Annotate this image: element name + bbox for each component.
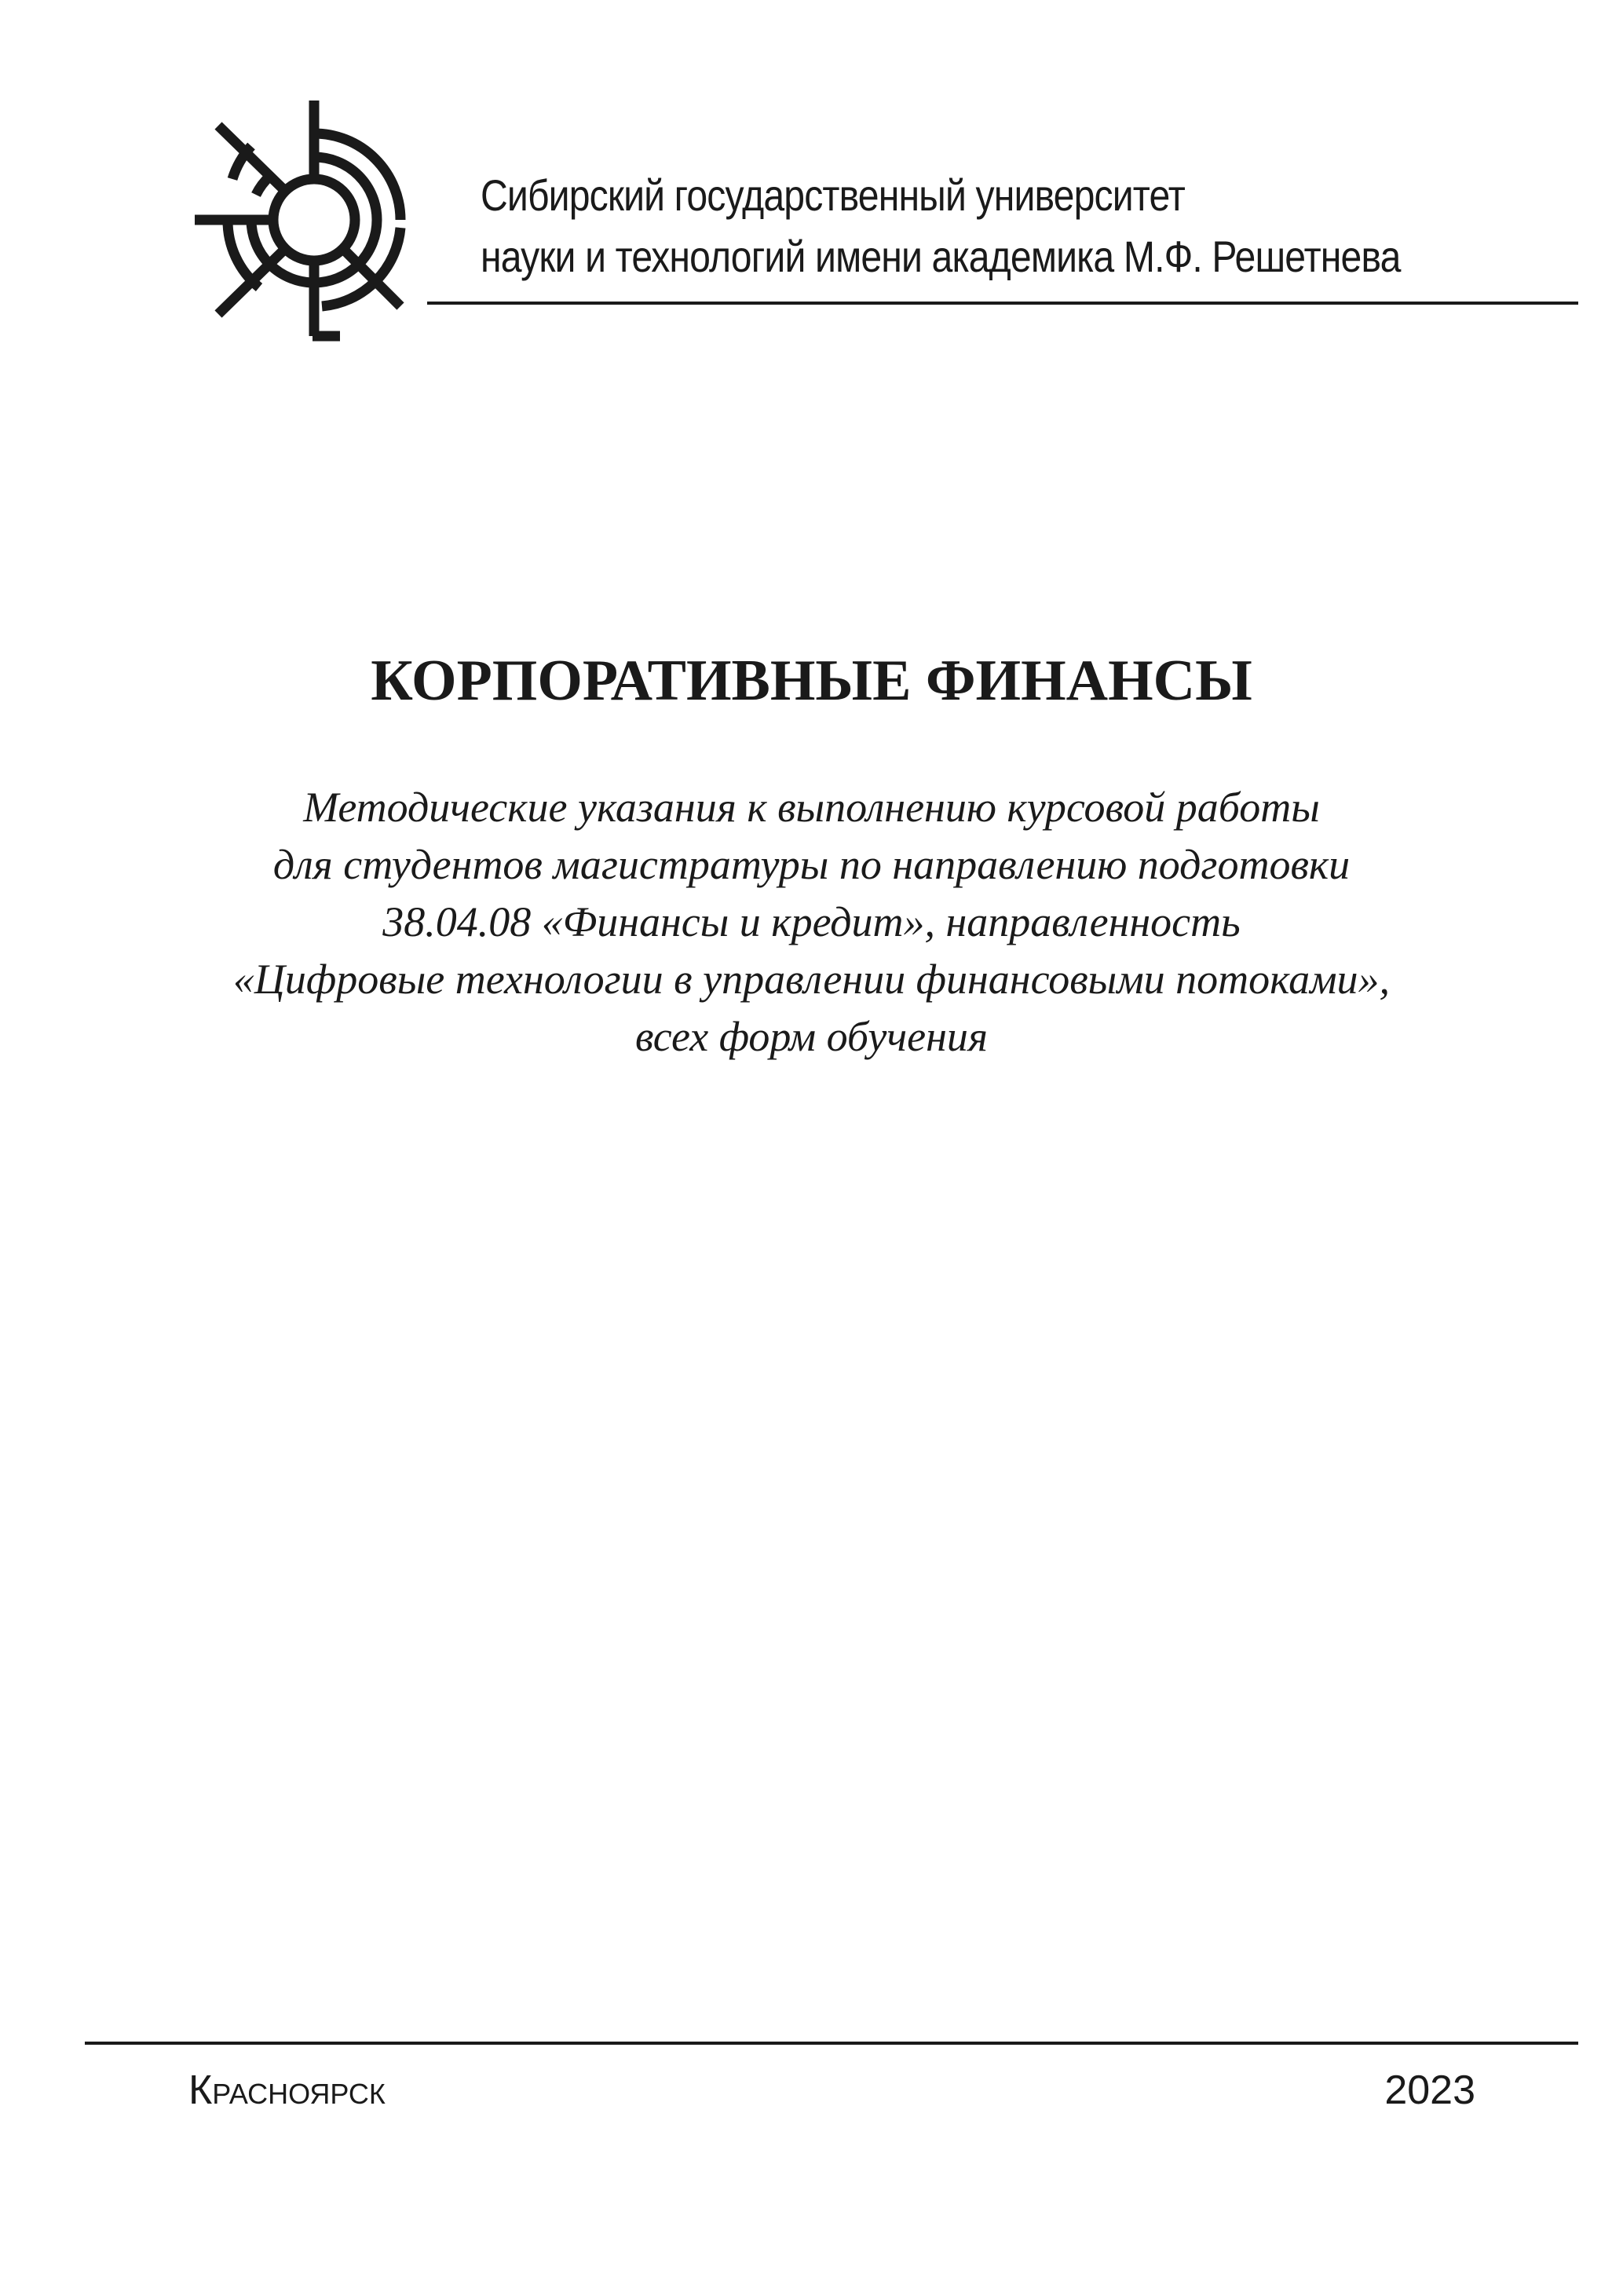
subtitle-line-1: Методические указания к выполнению курсовой работы	[303, 784, 1320, 831]
subtitle-line-5: всех форм обучения	[635, 1013, 988, 1060]
footer-divider	[85, 2042, 1578, 2045]
publication-city: Красноярск	[188, 2067, 386, 2113]
university-name-line-2: науки и технологий имени академика М.Ф. Решетнева	[481, 232, 1401, 281]
publication-year: 2023	[1384, 2067, 1475, 2113]
subtitle-line-3: 38.04.08 «Финансы и кредит», направленность	[382, 898, 1241, 945]
university-emblem-icon	[195, 101, 422, 344]
header-divider	[427, 302, 1578, 305]
subtitle-line-2: для студентов магистратуры по направлению подготовки	[272, 841, 1351, 888]
university-name-line-1: Сибирский государственный университет	[481, 170, 1185, 220]
university-name	[481, 165, 1401, 287]
document-title: КОРПОРАТИВНЫЕ ФИНАНСЫ	[371, 649, 1252, 713]
subtitle-line-4: «Цифровые технологии в управлении финансовыми потоками»,	[232, 956, 1391, 1003]
document-subtitle	[0, 779, 1623, 1066]
